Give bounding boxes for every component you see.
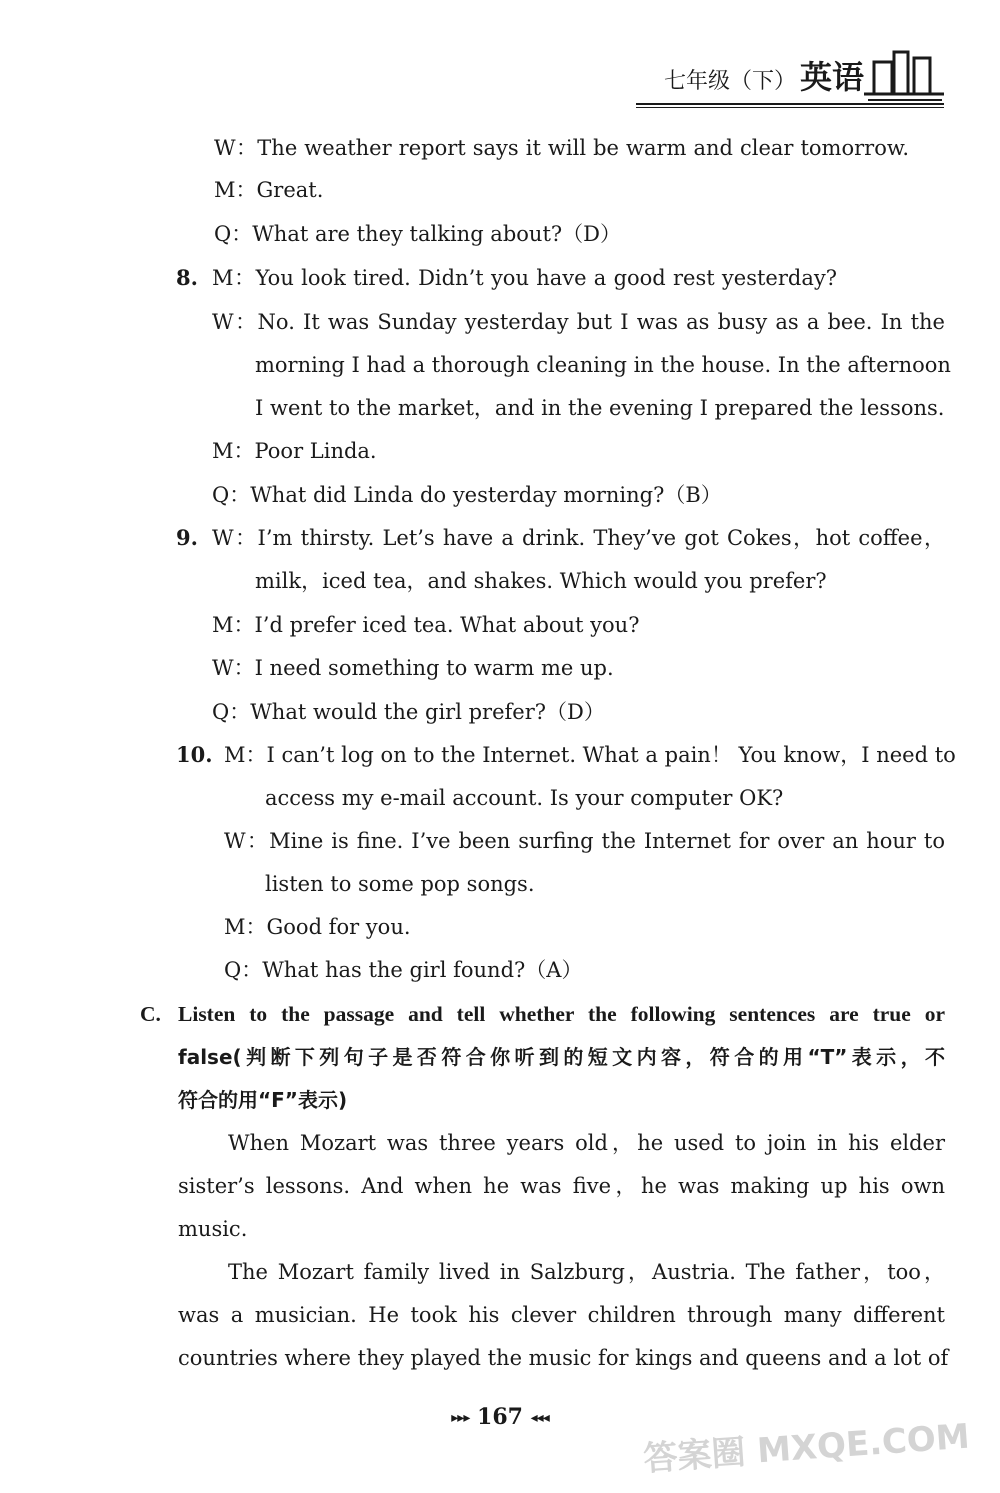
page-number: 167 <box>477 1404 523 1430</box>
dialogue-line: M：Poor Linda. <box>212 439 377 463</box>
dialogue-line: Q：What has the girl found?（A） <box>224 958 583 982</box>
dialogue-line: M：I can’t log on to the Internet. What a pain！ You know，I need to <box>224 743 956 767</box>
header-title <box>664 52 864 104</box>
header-divider-thin <box>636 107 944 108</box>
header-subject: 英语 <box>799 58 864 96</box>
page-header <box>664 48 944 104</box>
dialogue-line: W：The weather report says it will be warm and clear tomorrow. <box>214 136 909 160</box>
dialogue-line: W：No. It was Sunday yesterday but I was as busy as a bee. In the <box>212 310 945 334</box>
section-letter: C. <box>140 1002 161 1026</box>
section-instruction: false(判断下列句子是否符合你听到的短文内容，符合的用“T”表示，不 <box>178 1045 945 1069</box>
dialogue-line: W：I need something to warm me up. <box>212 656 614 680</box>
dialogue-line: Q：What are they talking about?（D） <box>214 222 621 246</box>
passage-line: countries where they played the music for kings and queens and a lot of <box>178 1346 949 1370</box>
question-number: 9. <box>176 525 198 550</box>
section-heading: Listen to the passage and tell whether the following sentences are true or <box>178 1002 945 1026</box>
dialogue-line: W：I’m thirsty. Let’s have a drink. They’ve got Cokes，hot coffee， <box>212 526 945 550</box>
passage-line: sister’s lessons. And when he was five，he was making up his own <box>178 1174 945 1198</box>
dialogue-line: access my e-mail account. Is your computer OK? <box>265 786 784 810</box>
dialogue-line: M：Great. <box>214 178 324 202</box>
watermark: 答案圈 MXQE.COM <box>642 1416 972 1480</box>
arrow-right-icon: ▸▸▸ <box>451 1410 470 1426</box>
passage-line: music. <box>178 1217 248 1241</box>
question-number: 8. <box>176 265 198 290</box>
dialogue-line: M：Good for you. <box>224 915 411 939</box>
books-icon <box>864 48 944 104</box>
header-grade: 七年级（下） <box>663 69 796 94</box>
passage-line: was a musician. He took his clever children through many different <box>178 1303 945 1327</box>
section-instruction: 符合的用“F”表示) <box>178 1088 348 1112</box>
dialogue-line: milk，iced tea，and shakes. Which would you prefer? <box>255 569 827 593</box>
dialogue-line: I went to the market，and in the evening I prepared the lessons. <box>255 396 945 420</box>
header-divider <box>636 103 944 105</box>
dialogue-line: Q：What would the girl prefer?（D） <box>212 700 605 724</box>
arrow-left-icon: ◂◂◂ <box>530 1410 549 1426</box>
passage-line: When Mozart was three years old，he used to join in his elder <box>228 1131 945 1155</box>
dialogue-line: W：Mine is fine. I’ve been surfing the Internet for over an hour to <box>224 829 945 853</box>
dialogue-line: Q：What did Linda do yesterday morning?（B） <box>212 483 722 507</box>
question-number: 10. <box>176 742 213 767</box>
dialogue-line: morning I had a thorough cleaning in the house. In the afternoon <box>255 353 951 377</box>
dialogue-line: M：I’d prefer iced tea. What about you? <box>212 613 640 637</box>
passage-line: The Mozart family lived in Salzburg，Austria. The father，too， <box>228 1260 945 1284</box>
dialogue-line: listen to some pop songs. <box>265 872 535 896</box>
dialogue-line: M：You look tired. Didn’t you have a good rest yesterday? <box>212 266 837 290</box>
